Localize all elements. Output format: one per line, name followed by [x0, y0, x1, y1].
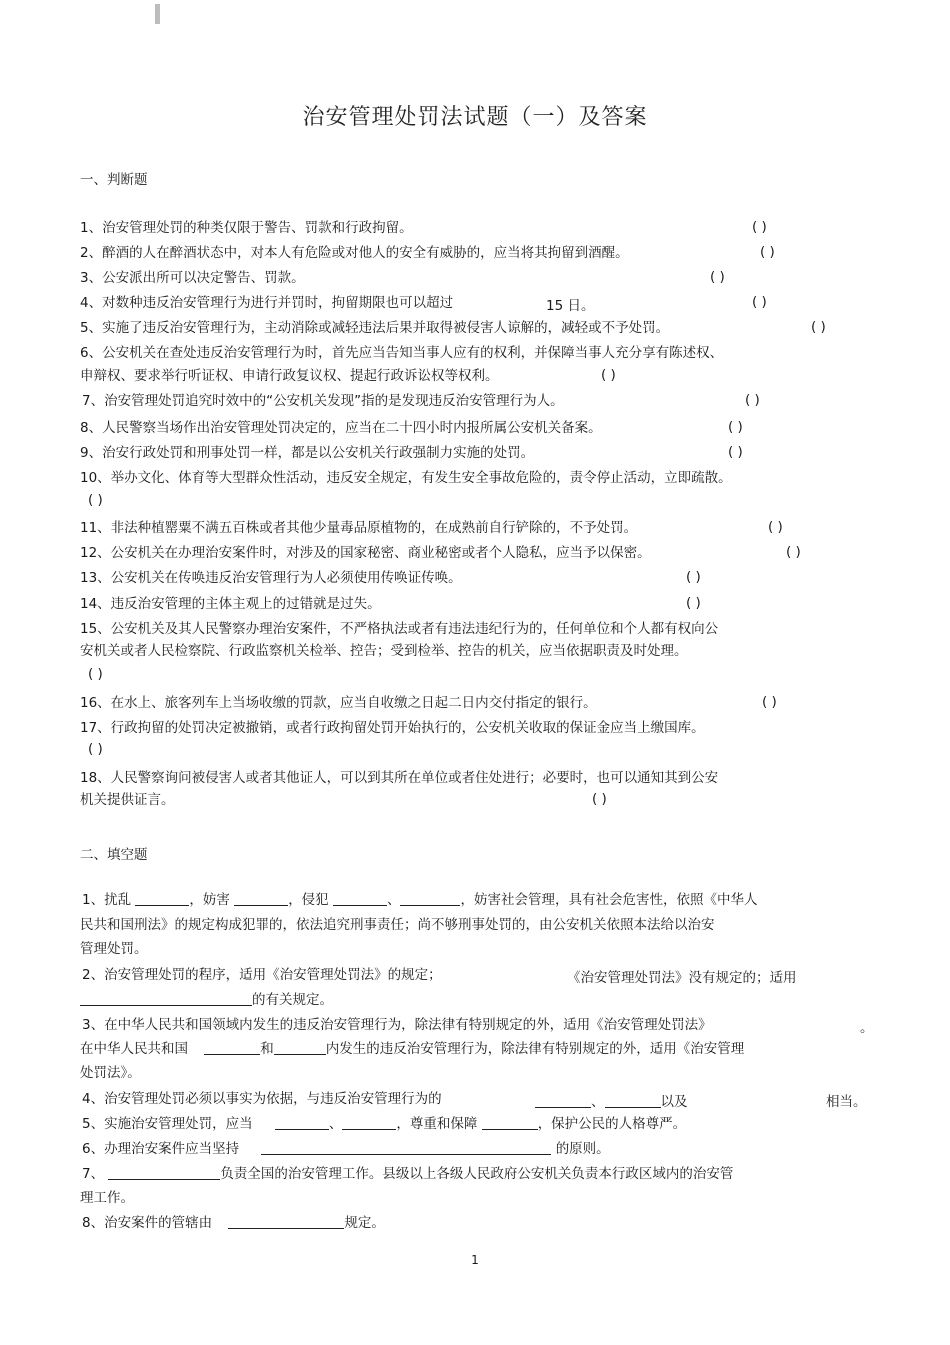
- fill-q8-text-b: 规定。: [344, 1215, 385, 1231]
- blank-field[interactable]: [342, 1115, 396, 1130]
- fill-question-6: [82, 1140, 610, 1158]
- question-16: 16、在水上、旅客列车上当场收缴的罚款，应当自收缴之日起二日内交付指定的银行。: [80, 695, 597, 711]
- answer-paren-7: ( ): [745, 392, 760, 408]
- scan-mark: [155, 4, 160, 24]
- fill-question-4: 4、治安管理处罚必须以事实为依据，与违反治安管理行为的: [82, 1091, 442, 1107]
- answer-paren-4: ( ): [752, 294, 767, 310]
- blank-field[interactable]: [333, 891, 387, 906]
- fill-q2-text-c: 的有关规定。: [252, 992, 333, 1008]
- fill-q3-text-b: 在中华人民共和国: [80, 1041, 188, 1057]
- question-11: 11、非法种植罂粟不满五百株或者其他少量毒品原植物的，在成熟前自行铲除的，不予处罚。: [80, 520, 638, 536]
- fill-q3-text-c: 和: [260, 1041, 274, 1057]
- fill-q1-text-c: ，侵犯: [288, 892, 329, 908]
- answer-paren-14: ( ): [686, 595, 701, 611]
- section-heading-fill-blank: 二、填空题: [80, 847, 148, 863]
- fill-q7-text-b: 负责全国的治安管理工作。县级以上各级人民政府公安机关负责本行政区域内的治安管: [220, 1166, 734, 1182]
- fill-q1-text-d: 、: [386, 892, 401, 908]
- fill-q5-text-b: 、: [328, 1116, 343, 1132]
- fill-question-2-line2: [80, 991, 333, 1009]
- question-3: 3、公安派出所可以决定警告、罚款。: [80, 270, 305, 286]
- question-12: 12、公安机关在办理治安案件时，对涉及的国家秘密、商业秘密或者个人隐私，应当予以保密。: [80, 545, 651, 561]
- answer-paren-6: ( ): [601, 367, 616, 383]
- fill-question-2-part-b: 《治安管理处罚法》没有规定的；适用: [567, 970, 797, 986]
- blank-field[interactable]: [605, 1093, 661, 1108]
- section-heading-judgement: 一、判断题: [80, 172, 148, 188]
- answer-paren-17: ( ): [88, 741, 103, 757]
- answer-paren-12: ( ): [786, 544, 801, 560]
- fill-q6-text-a: 6、办理治安案件应当坚持: [82, 1141, 240, 1157]
- question-6-line2: 申辩权、要求举行听证权、申请行政复议权、提起行政诉讼权等权利。: [80, 368, 499, 384]
- blank-field[interactable]: [228, 1214, 344, 1229]
- fill-question-1-line2: 民共和国刑法》的规定构成犯罪的，依法追究刑事责任；尚不够刑事处罚的，由公安机关依照本法给以治安: [80, 917, 715, 933]
- answer-paren-18: ( ): [592, 791, 607, 807]
- answer-paren-13: ( ): [686, 569, 701, 585]
- question-17: 17、行政拘留的处罚决定被撤销，或者行政拘留处罚开始执行的，公安机关收取的保证金应当上缴国库。: [80, 720, 705, 736]
- fill-q6-text-b: 的原则。: [555, 1141, 610, 1157]
- fill-question-4-end: 相当。: [826, 1094, 867, 1110]
- fill-question-3-line3: 处罚法》。: [80, 1065, 141, 1081]
- blank-field[interactable]: [234, 891, 288, 906]
- answer-paren-10: ( ): [88, 492, 103, 508]
- blank-field[interactable]: [261, 1140, 551, 1155]
- fill-q5-text-d: ，保护公民的人格尊严。: [537, 1116, 687, 1132]
- blank-field[interactable]: [535, 1093, 591, 1108]
- answer-paren-2: ( ): [760, 244, 775, 260]
- answer-paren-16: ( ): [762, 694, 777, 710]
- question-15-line2: 安机关或者人民检察院、行政监察机关检举、控告；受到检举、控告的机关，应当依据职责及时处理。: [80, 643, 688, 659]
- question-9: 9、治安行政处罚和刑事处罚一样，都是以公安机关行政强制力实施的处罚。: [80, 445, 535, 461]
- question-4-tail: 15 日。: [546, 298, 595, 314]
- question-4: 4、对数种违反治安管理行为进行并罚时，拘留期限也可以超过: [80, 295, 454, 311]
- question-18: 18、人民警察询问被侵害人或者其他证人，可以到其所在单位或者住处进行；必要时，也可以通知其到公安: [80, 770, 719, 786]
- fill-question-3: 3、在中华人民共和国领域内发生的违反治安管理行为，除法律有特别规定的外，适用《治安管理处罚法》: [82, 1017, 712, 1033]
- fill-q5-text-a: 5、实施治安管理处罚，应当: [82, 1116, 253, 1132]
- fill-question-3-line2: [80, 1040, 744, 1058]
- fill-q4-text-b: 、: [591, 1094, 605, 1110]
- answer-paren-5: ( ): [811, 319, 826, 335]
- fill-question-7-line2: 理工作。: [80, 1190, 134, 1206]
- blank-field[interactable]: [80, 991, 252, 1006]
- fill-q1-text-e: ，妨害社会管理，具有社会危害性，依照《中华人: [460, 892, 758, 908]
- blank-field[interactable]: [108, 1165, 220, 1180]
- fill-q1-text-a: 1、扰乱: [82, 892, 132, 908]
- fill-question-2: 2、治安管理处罚的程序，适用《治安管理处罚法》的规定；: [82, 967, 442, 983]
- answer-paren-3: ( ): [710, 269, 725, 285]
- blank-field[interactable]: [274, 1040, 326, 1055]
- fill-q4-text-c: 以及: [660, 1094, 688, 1110]
- question-18-line2: 机关提供证言。: [80, 792, 175, 808]
- fill-question-7: [82, 1165, 733, 1183]
- answer-paren-9: ( ): [728, 444, 743, 460]
- question-14: 14、违反治安管理的主体主观上的过错就是过失。: [80, 596, 381, 612]
- blank-field[interactable]: [482, 1115, 538, 1130]
- answer-paren-11: ( ): [768, 519, 783, 535]
- answer-paren-8: ( ): [728, 419, 743, 435]
- blank-field[interactable]: [135, 891, 189, 906]
- fill-q8-text-a: 8、治安案件的管辖由: [82, 1215, 213, 1231]
- question-10: 10、举办文化、体育等大型群众性活动，违反安全规定，有发生安全事故危险的，责令停止活动，立即疏散。: [80, 470, 732, 486]
- fill-q3-text-d: 内发生的违反治安管理行为，除法律有特别规定的外，适用《治安管理: [325, 1041, 745, 1057]
- page-number: 1: [471, 1253, 479, 1267]
- fill-q7-text-a: 7、: [82, 1166, 105, 1182]
- fill-q5-text-c: ，尊重和保障: [396, 1116, 478, 1132]
- fill-question-1-line3: 管理处罚。: [80, 941, 148, 957]
- blank-field[interactable]: [400, 891, 460, 906]
- question-1: 1、治安管理处罚的种类仅限于警告、罚款和行政拘留。: [80, 220, 413, 236]
- question-8: 8、人民警察当场作出治安管理处罚决定的，应当在二十四小时内报所属公安机关备案。: [80, 420, 602, 436]
- fill-question-1: [82, 891, 757, 909]
- fill-question-4-blanks: [535, 1090, 688, 1110]
- question-15: 15、公安机关及其人民警察办理治安案件，不严格执法或者有违法违纪行为的，任何单位和个人都有权向公: [80, 621, 719, 637]
- question-5: 5、实施了违反治安管理行为，主动消除或减轻违法后果并取得被侵害人谅解的，减轻或不予处罚。: [80, 320, 670, 336]
- fill-question-8: [82, 1214, 385, 1232]
- question-7: 7、治安管理处罚追究时效中的“公安机关发现”指的是发现违反治安管理行为人。: [82, 393, 564, 409]
- fill-question-3-period: 。: [860, 1020, 874, 1036]
- fill-q1-text-b: ，妨害: [189, 892, 230, 908]
- fill-question-5: [82, 1115, 686, 1133]
- question-6: 6、公安机关在查处违反治安管理行为时，首先应当告知当事人应有的权利，并保障当事人充分享有陈述权、: [80, 345, 724, 361]
- question-13: 13、公安机关在传唤违反治安管理行为人必须使用传唤证传唤。: [80, 570, 462, 586]
- blank-field[interactable]: [204, 1040, 260, 1055]
- answer-paren-15: ( ): [88, 666, 103, 682]
- answer-paren-1: ( ): [752, 219, 767, 235]
- document-title: 治安管理处罚法试题（一）及答案: [302, 105, 648, 130]
- question-2: 2、醉酒的人在醉酒状态中，对本人有危险或对他人的安全有威胁的，应当将其拘留到酒醒。: [80, 245, 629, 261]
- blank-field[interactable]: [275, 1115, 329, 1130]
